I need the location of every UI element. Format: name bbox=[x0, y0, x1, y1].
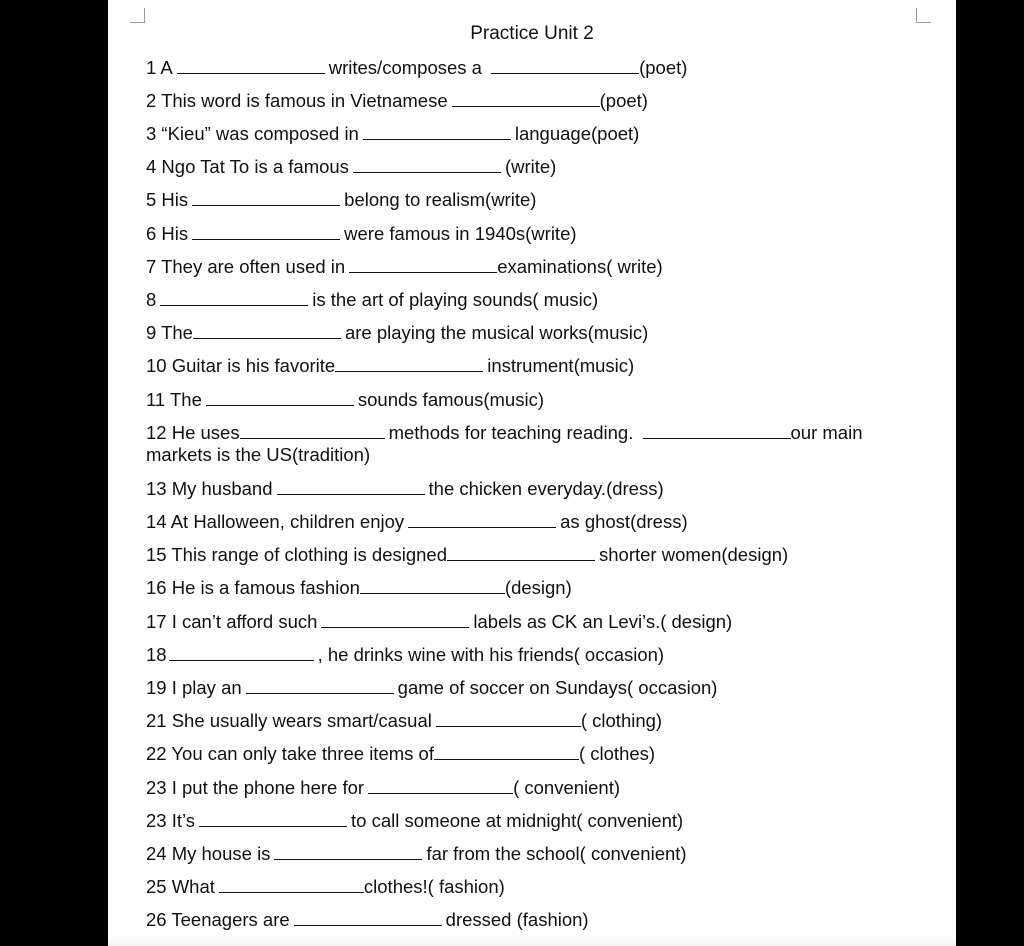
answer-blank[interactable] bbox=[160, 291, 308, 306]
question-11: 11 The sounds famous(music) bbox=[146, 389, 544, 410]
question-14: 14 At Halloween, children enjoy as ghost(dress) bbox=[146, 511, 688, 532]
page-bottom-edge bbox=[108, 936, 956, 946]
answer-blank[interactable] bbox=[436, 712, 581, 727]
question-8: 8 is the art of playing sounds( music) bbox=[146, 289, 599, 310]
answer-blank[interactable] bbox=[246, 679, 394, 694]
document-page bbox=[108, 0, 956, 946]
answer-blank[interactable] bbox=[335, 357, 483, 372]
question-5: 5 His belong to realism(write) bbox=[146, 189, 537, 210]
answer-blank[interactable] bbox=[199, 812, 347, 827]
answer-blank[interactable] bbox=[277, 480, 425, 495]
question-18: 18 , he drinks wine with his friends( occasion) bbox=[146, 644, 665, 665]
question-6: 6 His were famous in 1940s(write) bbox=[146, 223, 577, 244]
page-title: Practice Unit 2 bbox=[470, 23, 594, 44]
answer-blank[interactable] bbox=[192, 225, 340, 240]
answer-blank[interactable] bbox=[368, 779, 513, 794]
question-22: 22 You can only take three items of ( clothes) bbox=[146, 743, 656, 764]
question-9: 9 The are playing the musical works(music) bbox=[146, 322, 649, 343]
question-1: 1 A writes/composes a (poet) bbox=[146, 57, 688, 78]
answer-blank[interactable] bbox=[349, 258, 497, 273]
question-4: 4 Ngo Tat To is a famous (write) bbox=[146, 156, 557, 177]
answer-blank[interactable] bbox=[219, 878, 364, 893]
question-19: 19 I play an game of soccer on Sundays( occasion) bbox=[146, 677, 718, 698]
answer-blank[interactable] bbox=[452, 92, 600, 107]
question-2: 2 This word is famous in Vietnamese (poet) bbox=[146, 90, 648, 111]
question-16: 16 He is a famous fashion (design) bbox=[146, 577, 572, 598]
question-17: 17 I can’t afford such labels as CK an Levi’s.( design) bbox=[146, 611, 733, 632]
answer-blank[interactable] bbox=[240, 424, 385, 439]
corner-mark-top-left bbox=[130, 8, 145, 23]
answer-blank[interactable] bbox=[169, 646, 314, 661]
answer-blank[interactable] bbox=[274, 845, 422, 860]
question-23a: 23 I put the phone here for ( convenient) bbox=[146, 777, 621, 798]
answer-blank[interactable] bbox=[192, 191, 340, 206]
answer-blank[interactable] bbox=[353, 158, 501, 173]
answer-blank[interactable] bbox=[360, 579, 505, 594]
answer-blank[interactable] bbox=[363, 125, 511, 140]
answer-blank[interactable] bbox=[321, 613, 469, 628]
answer-blank[interactable] bbox=[193, 324, 341, 339]
answer-blank[interactable] bbox=[408, 513, 556, 528]
answer-blank[interactable] bbox=[491, 59, 639, 74]
answer-blank[interactable] bbox=[643, 424, 791, 439]
answer-blank[interactable] bbox=[177, 59, 325, 74]
question-15: 15 This range of clothing is designed shorter women(design) bbox=[146, 544, 789, 565]
question-13: 13 My husband the chicken everyday.(dress) bbox=[146, 478, 664, 499]
question-10: 10 Guitar is his favorite instrument(music) bbox=[146, 355, 635, 376]
question-12: 12 He uses methods for teaching reading. our main markets is the US(tradition) bbox=[146, 422, 863, 465]
question-7: 7 They are often used in examinations( write) bbox=[146, 256, 663, 277]
answer-blank[interactable] bbox=[434, 745, 579, 760]
question-26: 26 Teenagers are dressed (fashion) bbox=[146, 909, 589, 930]
question-3: 3 “Kieu” was composed in language(poet) bbox=[146, 123, 640, 144]
question-21: 21 She usually wears smart/casual ( clothing) bbox=[146, 710, 663, 731]
question-24: 24 My house is far from the school( convenient) bbox=[146, 843, 687, 864]
answer-blank[interactable] bbox=[447, 546, 595, 561]
question-23b: 23 It’s to call someone at midnight( convenient) bbox=[146, 810, 684, 831]
answer-blank[interactable] bbox=[206, 391, 354, 406]
corner-mark-top-right bbox=[916, 8, 931, 23]
answer-blank[interactable] bbox=[294, 911, 442, 926]
question-25: 25 What clothes!( fashion) bbox=[146, 876, 505, 897]
